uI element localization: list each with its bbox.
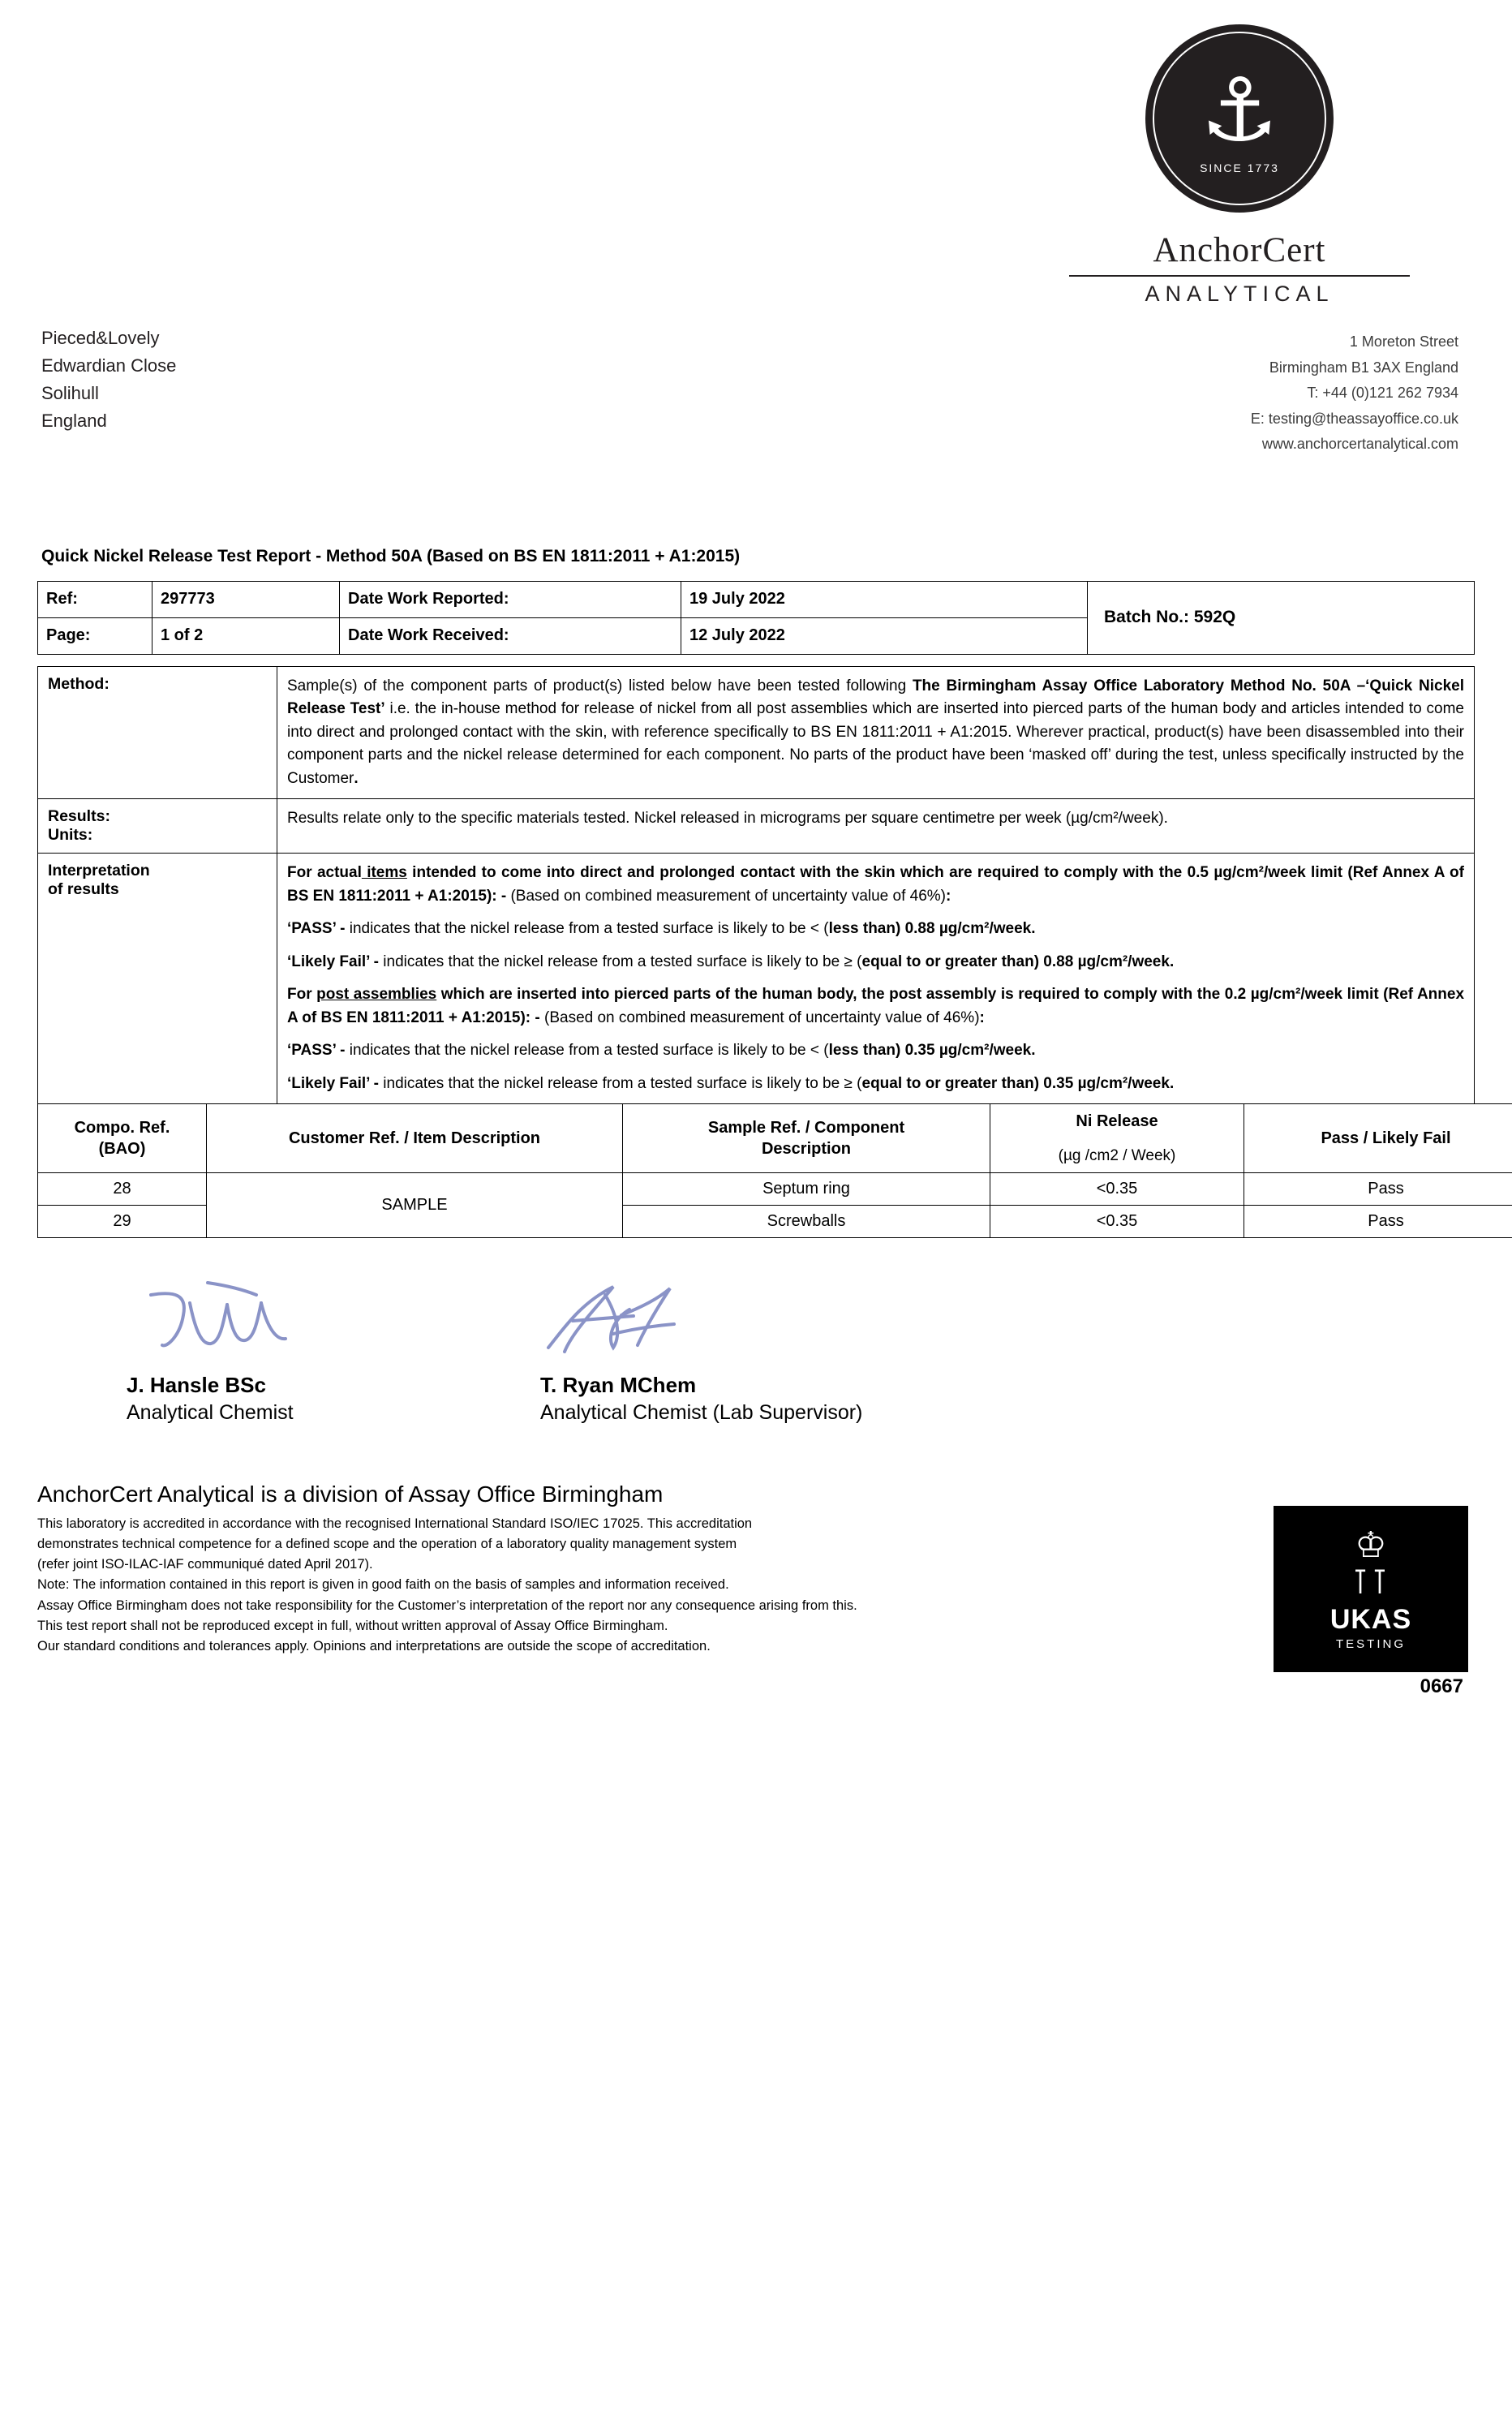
customer-address-line: Edwardian Close <box>41 355 177 376</box>
table-header-row <box>38 1103 1512 1173</box>
ukas-number: 0667 <box>1420 1675 1463 1698</box>
date-reported-value: 19 July 2022 <box>681 581 1088 617</box>
method-text: Sample(s) of the component parts of product(s) listed below have been tested following The Birmingham Assay Office Laboratory Method No. 50A –‘Quick Nickel Release Test’ i.e. the in-house method for release of nickel from all post assemblies which are inserted into pierced parts of the human body and articles intended to come into direct and prolonged contact with the skin, with reference specifically to BS EN 1811:2011 + A1:2015. Wherever practical, product(s) have been disassembled into their component parts and the nickel release determined for each component. No parts of the product have been ‘masked off’ during the test, unless specifically instructed by the Customer. <box>277 666 1475 799</box>
compo-ref-line1: Compo. Ref. <box>74 1118 170 1137</box>
customer-address-line: Pieced&Lovely <box>41 328 160 348</box>
page-label: Page: <box>38 617 152 654</box>
ref-value: 297773 <box>152 581 340 617</box>
date-received-value: 12 July 2022 <box>681 617 1088 654</box>
signature-block-2 <box>516 1271 1035 1473</box>
method-label: Method: <box>38 666 277 799</box>
ni-release-units: (µg /cm2 / Week) <box>1058 1146 1176 1164</box>
cell-compo-ref: 29 <box>38 1206 207 1238</box>
column-header-pass-fail: Pass / Likely Fail <box>1244 1103 1512 1173</box>
ref-label: Ref: <box>38 581 152 617</box>
ukas-accreditation <box>1274 1506 1468 1698</box>
interpretation-label-line1: Interpretation <box>48 862 150 879</box>
signatory-role-1: Analytical Chemist <box>127 1401 294 1425</box>
cell-result: Pass <box>1244 1206 1512 1238</box>
cell-ni-release: <0.35 <box>990 1206 1244 1238</box>
column-header-customer-ref: Customer Ref. / Item Description <box>207 1103 623 1173</box>
footer-line: demonstrates technical competence for a defined scope and the operation of a laboratory quality management system <box>37 1537 737 1552</box>
cell-result: Pass <box>1244 1173 1512 1206</box>
interpretation-label <box>38 854 277 1104</box>
ukas-logo <box>1274 1506 1468 1672</box>
lab-email[interactable]: E: testing@theassayoffice.co.uk <box>1250 410 1458 427</box>
footer-heading: AnchorCert Analytical is a division of Assay Office Birmingham <box>37 1481 664 1507</box>
compo-ref-line2: (BAO) <box>98 1139 146 1158</box>
page-footer <box>37 1481 1475 1698</box>
customer-address <box>37 325 176 458</box>
footer-disclaimer <box>37 1514 1092 1657</box>
ukas-name: UKAS <box>1329 1603 1412 1635</box>
units-label: Units: <box>48 826 93 844</box>
results-table <box>37 1103 1512 1239</box>
cell-compo-ref: 28 <box>38 1173 207 1206</box>
ukas-mark-icon: ⊺⊺ <box>1351 1561 1390 1602</box>
sample-ref-line2: Description <box>761 1139 852 1158</box>
interpretation-label-line2: of results <box>48 880 119 898</box>
address-row <box>37 325 1475 458</box>
ukas-sub: TESTING <box>1335 1636 1406 1651</box>
lab-phone: T: +44 (0)121 262 7934 <box>1307 385 1458 401</box>
cell-sample-ref: Screwballs <box>623 1206 990 1238</box>
since-label: SINCE 1773 <box>1200 161 1279 174</box>
report-body-table <box>37 666 1475 1105</box>
footer-line: Assay Office Birmingham does not take responsibility for the Customer’s interpretation of the report nor any consequence arising from this. <box>37 1598 857 1613</box>
table-row <box>38 581 1475 617</box>
footer-line: This laboratory is accredited in accordance with the recognised International Standard ISO/IEC 17025. This accreditation <box>37 1516 753 1532</box>
interpretation-text: For actual items intended to come into direct and prolonged contact with the skin which are required to comply with the 0.5 µg/cm²/week limit (Ref Annex A of BS EN 1811:2011 + A1:2015): - (Based on combined measurement of uncertainty value of 46%): ‘PASS’ - indicates that the nickel release from a tested surface is likely to be < (less than) 0.88 µg/cm²/week. ‘Likely Fail’ - indicates that the nickel release from a tested surface is likely to be ≥ (equal to or greater than) 0.88 µg/cm²/week. For post assemblies which are inserted into pierced parts of the human body, the post assembly is required to comply with the 0.2 µg/cm²/week limit (Ref Annex A of BS EN 1811:2011 + A1:2015): - (Based on combined measurement of uncertainty value of 46%): ‘PASS’ - indicates that the nickel release from a tested surface is likely to be < (less than) 0.35 µg/cm²/week. ‘Likely Fail’ - indicates that the nickel release from a tested surface is likely to be ≥ (equal to or greater than) 0.35 µg/cm²/week. <box>277 854 1475 1104</box>
results-units-row <box>38 799 1475 854</box>
lab-address-line: 1 Moreton Street <box>1349 333 1458 350</box>
footer-line: This test report shall not be reproduced except in full, without written approval of Assay Office Birmingham. <box>37 1618 668 1633</box>
anchor-icon: ⚓ <box>1200 60 1279 161</box>
date-received-label: Date Work Received: <box>340 617 681 654</box>
results-units-text: Results relate only to the specific materials tested. Nickel released in micrograms per square centimetre per week (µg/cm²/week). <box>277 799 1475 854</box>
signature-image-2 <box>516 1271 1035 1368</box>
page-value: 1 of 2 <box>152 617 340 654</box>
method-row <box>38 666 1475 799</box>
interpretation-row <box>38 854 1475 1104</box>
cell-customer-ref: SAMPLE <box>207 1173 623 1238</box>
ni-release-title: Ni Release <box>1076 1112 1158 1130</box>
column-header-sample-ref <box>623 1103 990 1173</box>
brand-name: AnchorCert <box>1153 231 1326 269</box>
footer-line: Note: The information contained in this report is given in good faith on the basis of samples and information received. <box>37 1577 729 1593</box>
date-reported-label: Date Work Reported: <box>340 581 681 617</box>
results-label: Results: <box>48 807 110 825</box>
cell-ni-release: <0.35 <box>990 1173 1244 1206</box>
signatory-name-1: J. Hansle BSc <box>127 1373 266 1398</box>
page-title: Quick Nickel Release Test Report - Method 50A (Based on BS EN 1811:2011 + A1:2015) <box>41 546 741 565</box>
customer-address-line: England <box>41 411 107 432</box>
results-units-label <box>38 799 277 854</box>
lab-address <box>1251 329 1475 458</box>
batch-number: Batch No.: 592Q <box>1088 581 1475 654</box>
crown-icon: ♔ <box>1355 1524 1387 1566</box>
lab-address-line: Birmingham B1 3AX England <box>1269 359 1458 376</box>
reference-table <box>37 581 1475 655</box>
footer-line: (refer joint ISO-ILAC-IAF communiqué dated April 2017). <box>37 1557 373 1572</box>
anchor-emblem <box>1145 24 1334 213</box>
signatory-role-2: Analytical Chemist (Lab Supervisor) <box>540 1401 863 1425</box>
lab-website[interactable]: www.anchorcertanalytical.com <box>1261 436 1458 452</box>
anchorcert-logo <box>1049 24 1430 307</box>
sample-ref-line1: Sample Ref. / Component <box>707 1118 905 1137</box>
signature-area <box>37 1271 1475 1473</box>
signature-image-1 <box>127 1271 500 1368</box>
footer-line: Our standard conditions and tolerances apply. Opinions and interpretations are outside the scope of accreditation. <box>37 1638 711 1653</box>
table-row <box>38 1173 1512 1206</box>
signatory-name-2: T. Ryan MChem <box>540 1373 697 1398</box>
brand-subtitle: ANALYTICAL <box>1145 282 1334 306</box>
page-header <box>37 24 1475 307</box>
column-header-ni-release <box>990 1103 1244 1173</box>
signature-block-1 <box>127 1271 500 1473</box>
cell-sample-ref: Septum ring <box>623 1173 990 1206</box>
column-header-compo-ref <box>38 1103 207 1173</box>
brand-divider <box>1069 275 1410 277</box>
emblem-ring <box>1153 32 1326 205</box>
customer-address-line: Solihull <box>41 383 99 404</box>
